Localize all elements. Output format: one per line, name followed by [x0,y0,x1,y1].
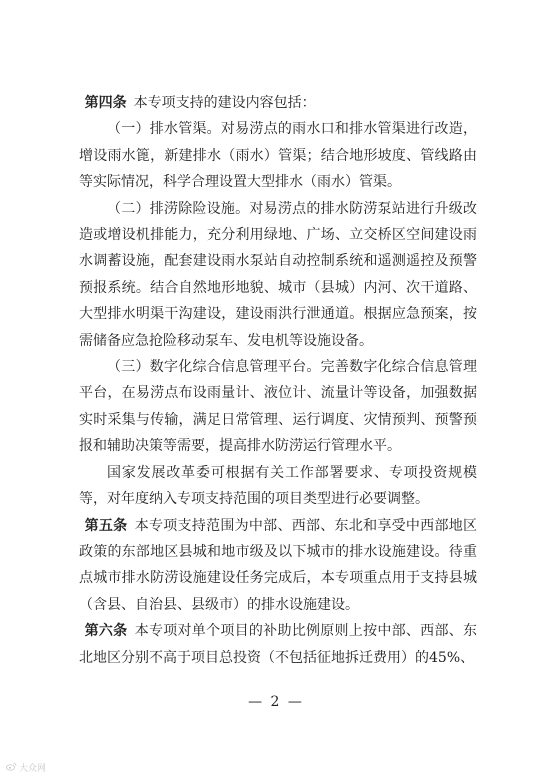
watermark [6,761,46,774]
article-text: 本专项对单个项目的补助比例原则上按中部、西部、东北地区分别不高于项目总投资（不包括征地拆迁费用）的45%、 [79,623,478,666]
article-4 [79,90,477,116]
article-6 [79,618,477,671]
article-5 [79,513,477,619]
clause-3-digital-platform: （三）数字化综合信息管理平台。完善数字化综合信息管理平台，在易涝点布设雨量计、液位计、流量计等设备，加强数据实时采集与传输，满足日常管理、运行调度、灾情预判、预警预报和辅助决策等需要，提高排水防涝运行管理水平。 [79,359,477,455]
article-text: 本专项支持的建设内容包括： [133,95,316,111]
adjustment-paragraph: 国家发展改革委可根据有关工作部署要求、专项投资规模等，对年度纳入专项支持范围的项目类型进行必要调整。 [79,464,477,508]
article-text: 本专项支持范围为中部、西部、东北和享受中西部地区政策的东部地区县城和地市级及以下城市的排水设施建设。待重点城市排水防涝设施建设任务完成后，本专项重点用于支持县城（含县、自治县、县级市）的排水设施建设。 [79,517,478,613]
document-body [79,90,477,671]
clause-1-drainage-pipes: （一）排水管渠。对易涝点的雨水口和排水管渠进行改造，增设雨水篦，新建排水（雨水）管渠；结合地形坡度、管线路由等实际情况，科学合理设置大型排水（雨水）管渠。 [79,121,477,191]
article-label: 第五条 [84,517,128,534]
clause-2-flood-control-facilities: （二）排涝除险设施。对易涝点的排水防涝泵站进行升级改造或增设机排能力，充分利用绿地、广场、立交桥区空间建设雨水调蓄设施，配套建设雨水泵站自动控制系统和遥测遥控及预警预报系统。结合自然地形地貌、城市（县城）内河、次干道路、大型排水明渠干沟建设，建设雨洪行泄通道。根据应急预案，按需储备应急抢险移动泵车、发电机等设施设备。 [79,200,477,349]
weibo-logo-icon [6,762,17,774]
watermark-text: 大众网 [19,764,47,774]
article-label: 第六条 [84,623,128,640]
page-number: — 2 — [248,694,304,710]
article-label: 第四条 [84,95,127,111]
